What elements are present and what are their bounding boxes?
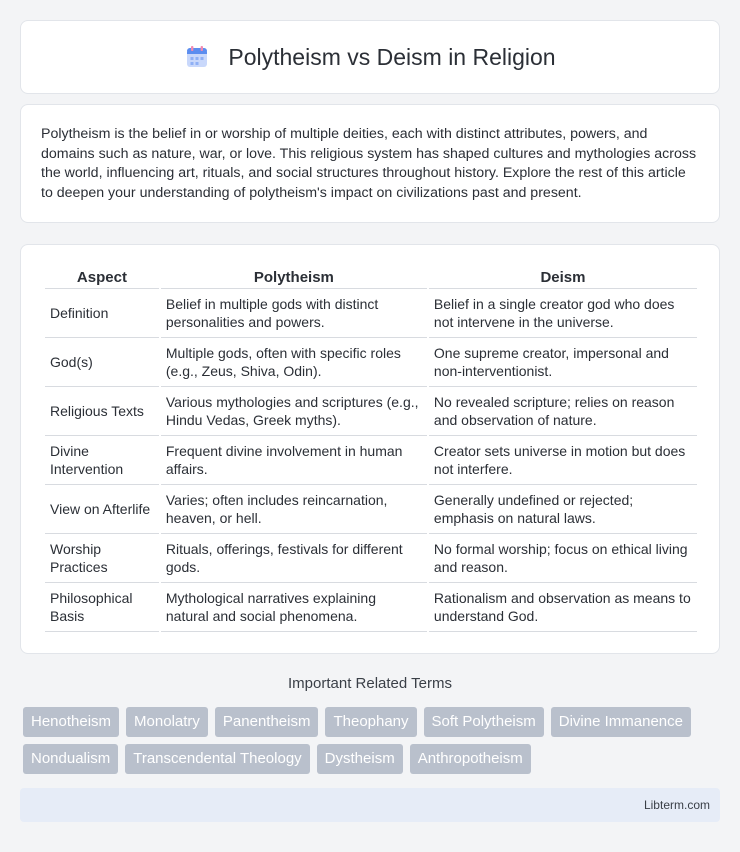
footer-site-link[interactable]: Libterm.com — [643, 798, 710, 812]
table-cell-deism: One supreme creator, impersonal and non-interventionist. — [429, 338, 697, 387]
table-cell-aspect: Philosophical Basis — [45, 583, 159, 632]
table-cell-deism: Belief in a single creator god who does not intervene in the universe. — [429, 289, 697, 338]
related-term-tag[interactable]: Monolatry — [126, 707, 208, 737]
table-cell-polytheism: Multiple gods, often with specific roles (e.g., Zeus, Shiva, Odin). — [161, 338, 427, 387]
table-cell-polytheism: Belief in multiple gods with distinct personalities and powers. — [161, 289, 427, 338]
table-cell-deism: No revealed scripture; relies on reason and observation of nature. — [429, 387, 697, 436]
table-cell-aspect: God(s) — [45, 338, 159, 387]
header-deism: Deism — [429, 265, 697, 289]
table-cell-aspect: Definition — [45, 289, 159, 338]
table-header-row — [45, 265, 697, 289]
table-cell-aspect: Religious Texts — [45, 387, 159, 436]
table-cell-deism: Creator sets universe in motion but does not interfere. — [429, 436, 697, 485]
table-cell-aspect: Worship Practices — [45, 534, 159, 583]
table-row — [45, 583, 697, 632]
table-cell-polytheism: Varies; often includes reincarnation, heaven, or hell. — [161, 485, 427, 534]
table-cell-aspect: View on Afterlife — [45, 485, 159, 534]
table-cell-deism: No formal worship; focus on ethical living and reason. — [429, 534, 697, 583]
related-term-tag[interactable]: Divine Immanence — [551, 707, 691, 737]
table-row — [45, 338, 697, 387]
related-term-tag[interactable]: Theophany — [325, 707, 416, 737]
footer — [20, 788, 720, 822]
table-row — [45, 387, 697, 436]
table-row — [45, 289, 697, 338]
table-cell-polytheism: Frequent divine involvement in human affairs. — [161, 436, 427, 485]
related-terms-list — [23, 707, 723, 774]
table-cell-polytheism: Various mythologies and scriptures (e.g., Hindu Vedas, Greek myths). — [161, 387, 427, 436]
header-card — [20, 20, 720, 94]
intro-card — [20, 104, 720, 223]
table-row — [45, 436, 697, 485]
table-cell-polytheism: Rituals, offerings, festivals for different gods. — [161, 534, 427, 583]
related-term-tag[interactable]: Anthropotheism — [410, 744, 531, 774]
related-term-tag[interactable]: Soft Polytheism — [424, 707, 544, 737]
related-terms-title: Important Related Terms — [288, 675, 452, 692]
comparison-table — [43, 265, 699, 632]
related-term-tag[interactable]: Henotheism — [23, 707, 119, 737]
table-cell-polytheism: Mythological narratives explaining natural and social phenomena. — [161, 583, 427, 632]
table-cell-deism: Generally undefined or rejected; emphasis on natural laws. — [429, 485, 697, 534]
intro-paragraph: Polytheism is the belief in or worship of multiple deities, each with distinct attributes, powers, and domains such as nature, war, or love. This religious system has shaped cultures and mythologies across the world, influencing art, rituals, and social structures throughout history. Explore the rest of this article to deepen your understanding of polytheism's impact on civilizations past and present. — [41, 126, 697, 201]
header-aspect: Aspect — [45, 265, 159, 289]
comparison-table-card — [20, 244, 720, 654]
page-title: Polytheism vs Deism in Religion — [228, 43, 556, 70]
table-cell-aspect: Divine Intervention — [45, 436, 159, 485]
related-term-tag[interactable]: Panentheism — [215, 707, 319, 737]
table-row — [45, 485, 697, 534]
calendar-icon — [184, 44, 210, 70]
table-cell-deism: Rationalism and observation as means to understand God. — [429, 583, 697, 632]
table-row — [45, 534, 697, 583]
related-term-tag[interactable]: Dystheism — [317, 744, 403, 774]
related-term-tag[interactable]: Nondualism — [23, 744, 118, 774]
header-polytheism: Polytheism — [161, 265, 427, 289]
related-term-tag[interactable]: Transcendental Theology — [125, 744, 309, 774]
